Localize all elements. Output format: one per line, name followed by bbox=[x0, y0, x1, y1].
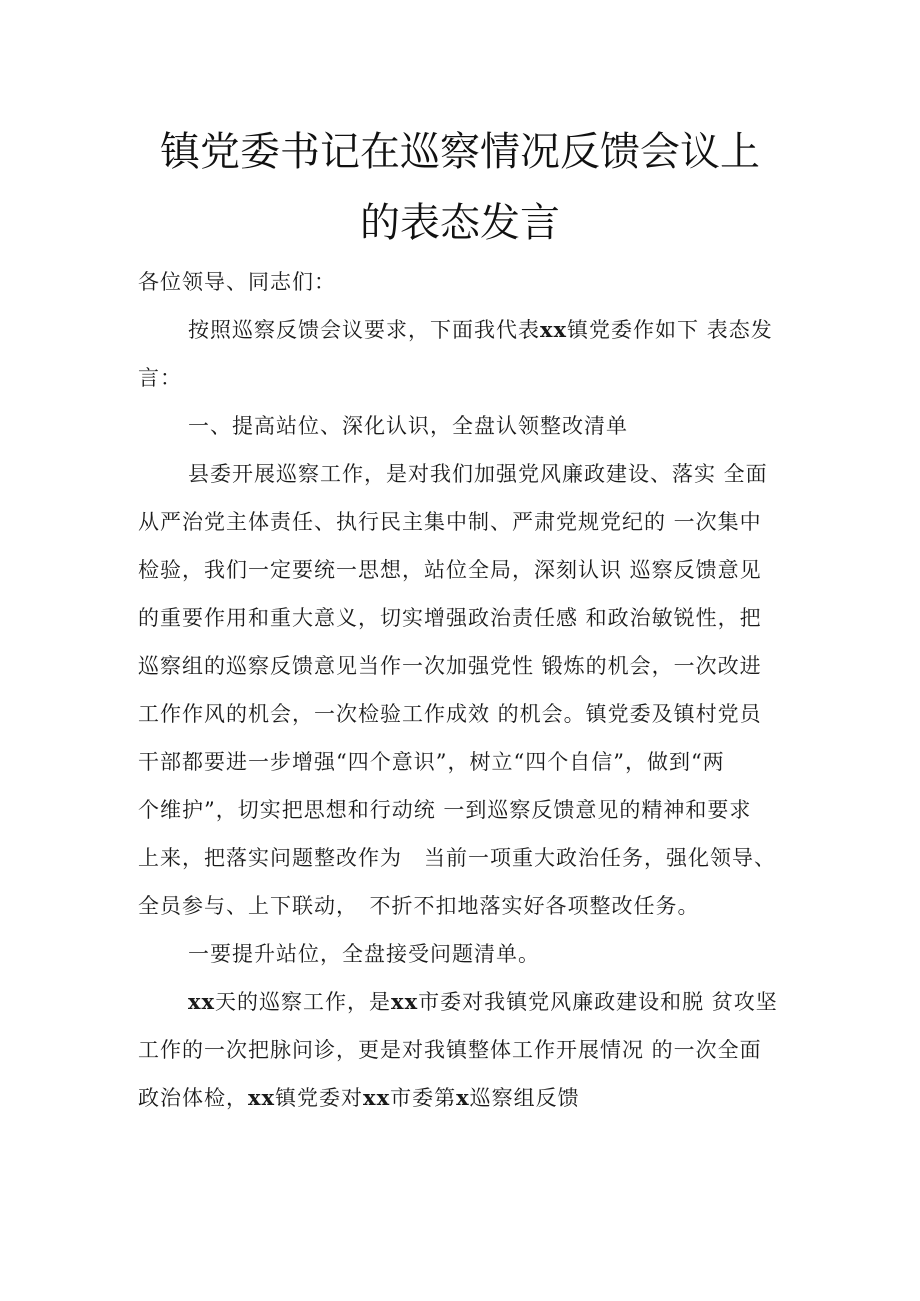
section-heading: 一、提高站位、深化认识，全盘认领整改清单 bbox=[188, 414, 628, 438]
body-line: 工作的一次把脉问诊，更是对我镇整体工作开展情况 的一次全面 bbox=[138, 1038, 762, 1062]
body-line: 干部都要进一步增强“四个意识”，树立“四个自信”，做到“两 bbox=[138, 750, 725, 774]
body-line: 从严治党主体责任、执行民主集中制、严肃党规党纪的 一次集中 bbox=[138, 510, 762, 534]
body-line: 个维护”，切实把思想和行动统 一到巡察反馈意见的精神和要求 bbox=[138, 798, 752, 822]
body-line: 县委开展巡察工作，是对我们加强党风廉政建设、落实 全面 bbox=[188, 462, 768, 486]
body-line: xx天的巡察工作，是xx市委对我镇党风廉政建设和脱 贫攻坚 bbox=[188, 989, 778, 1014]
body-line: 按照巡察反馈会议要求，下面我代表xx镇党委作如下 表态发 bbox=[188, 317, 773, 342]
body-line: 言： bbox=[138, 366, 182, 390]
body-line: 全员参与、上下联动， 不折不扣地落实好各项整改任务。 bbox=[138, 894, 700, 918]
document-title-line-2: 的表态发言 bbox=[360, 200, 560, 246]
body-line: 上来，把落实问题整改作为 当前一项重大政治任务，强化领导、 bbox=[138, 846, 776, 870]
body-line: 的重要作用和重大意义，切实增强政治责任感 和政治敏锐性，把 bbox=[138, 606, 762, 630]
body-line: 巡察组的巡察反馈意见当作一次加强党性 锻炼的机会，一次改进 bbox=[138, 654, 762, 678]
body-line: 工作作风的机会，一次检验工作成效 的机会。镇党委及镇村党员 bbox=[138, 702, 762, 726]
body-line: 政治体检，xx镇党委对xx市委第x巡察组反馈 bbox=[138, 1085, 580, 1110]
document-title-line-1: 镇党委书记在巡察情况反馈会议上 bbox=[160, 129, 760, 175]
salutation: 各位领导、同志们： bbox=[138, 270, 336, 294]
body-line: 检验，我们一定要统一思想，站位全局，深刻认识 巡察反馈意见 bbox=[138, 558, 762, 582]
sub-heading: 一要提升站位，全盘接受问题清单。 bbox=[188, 942, 540, 966]
